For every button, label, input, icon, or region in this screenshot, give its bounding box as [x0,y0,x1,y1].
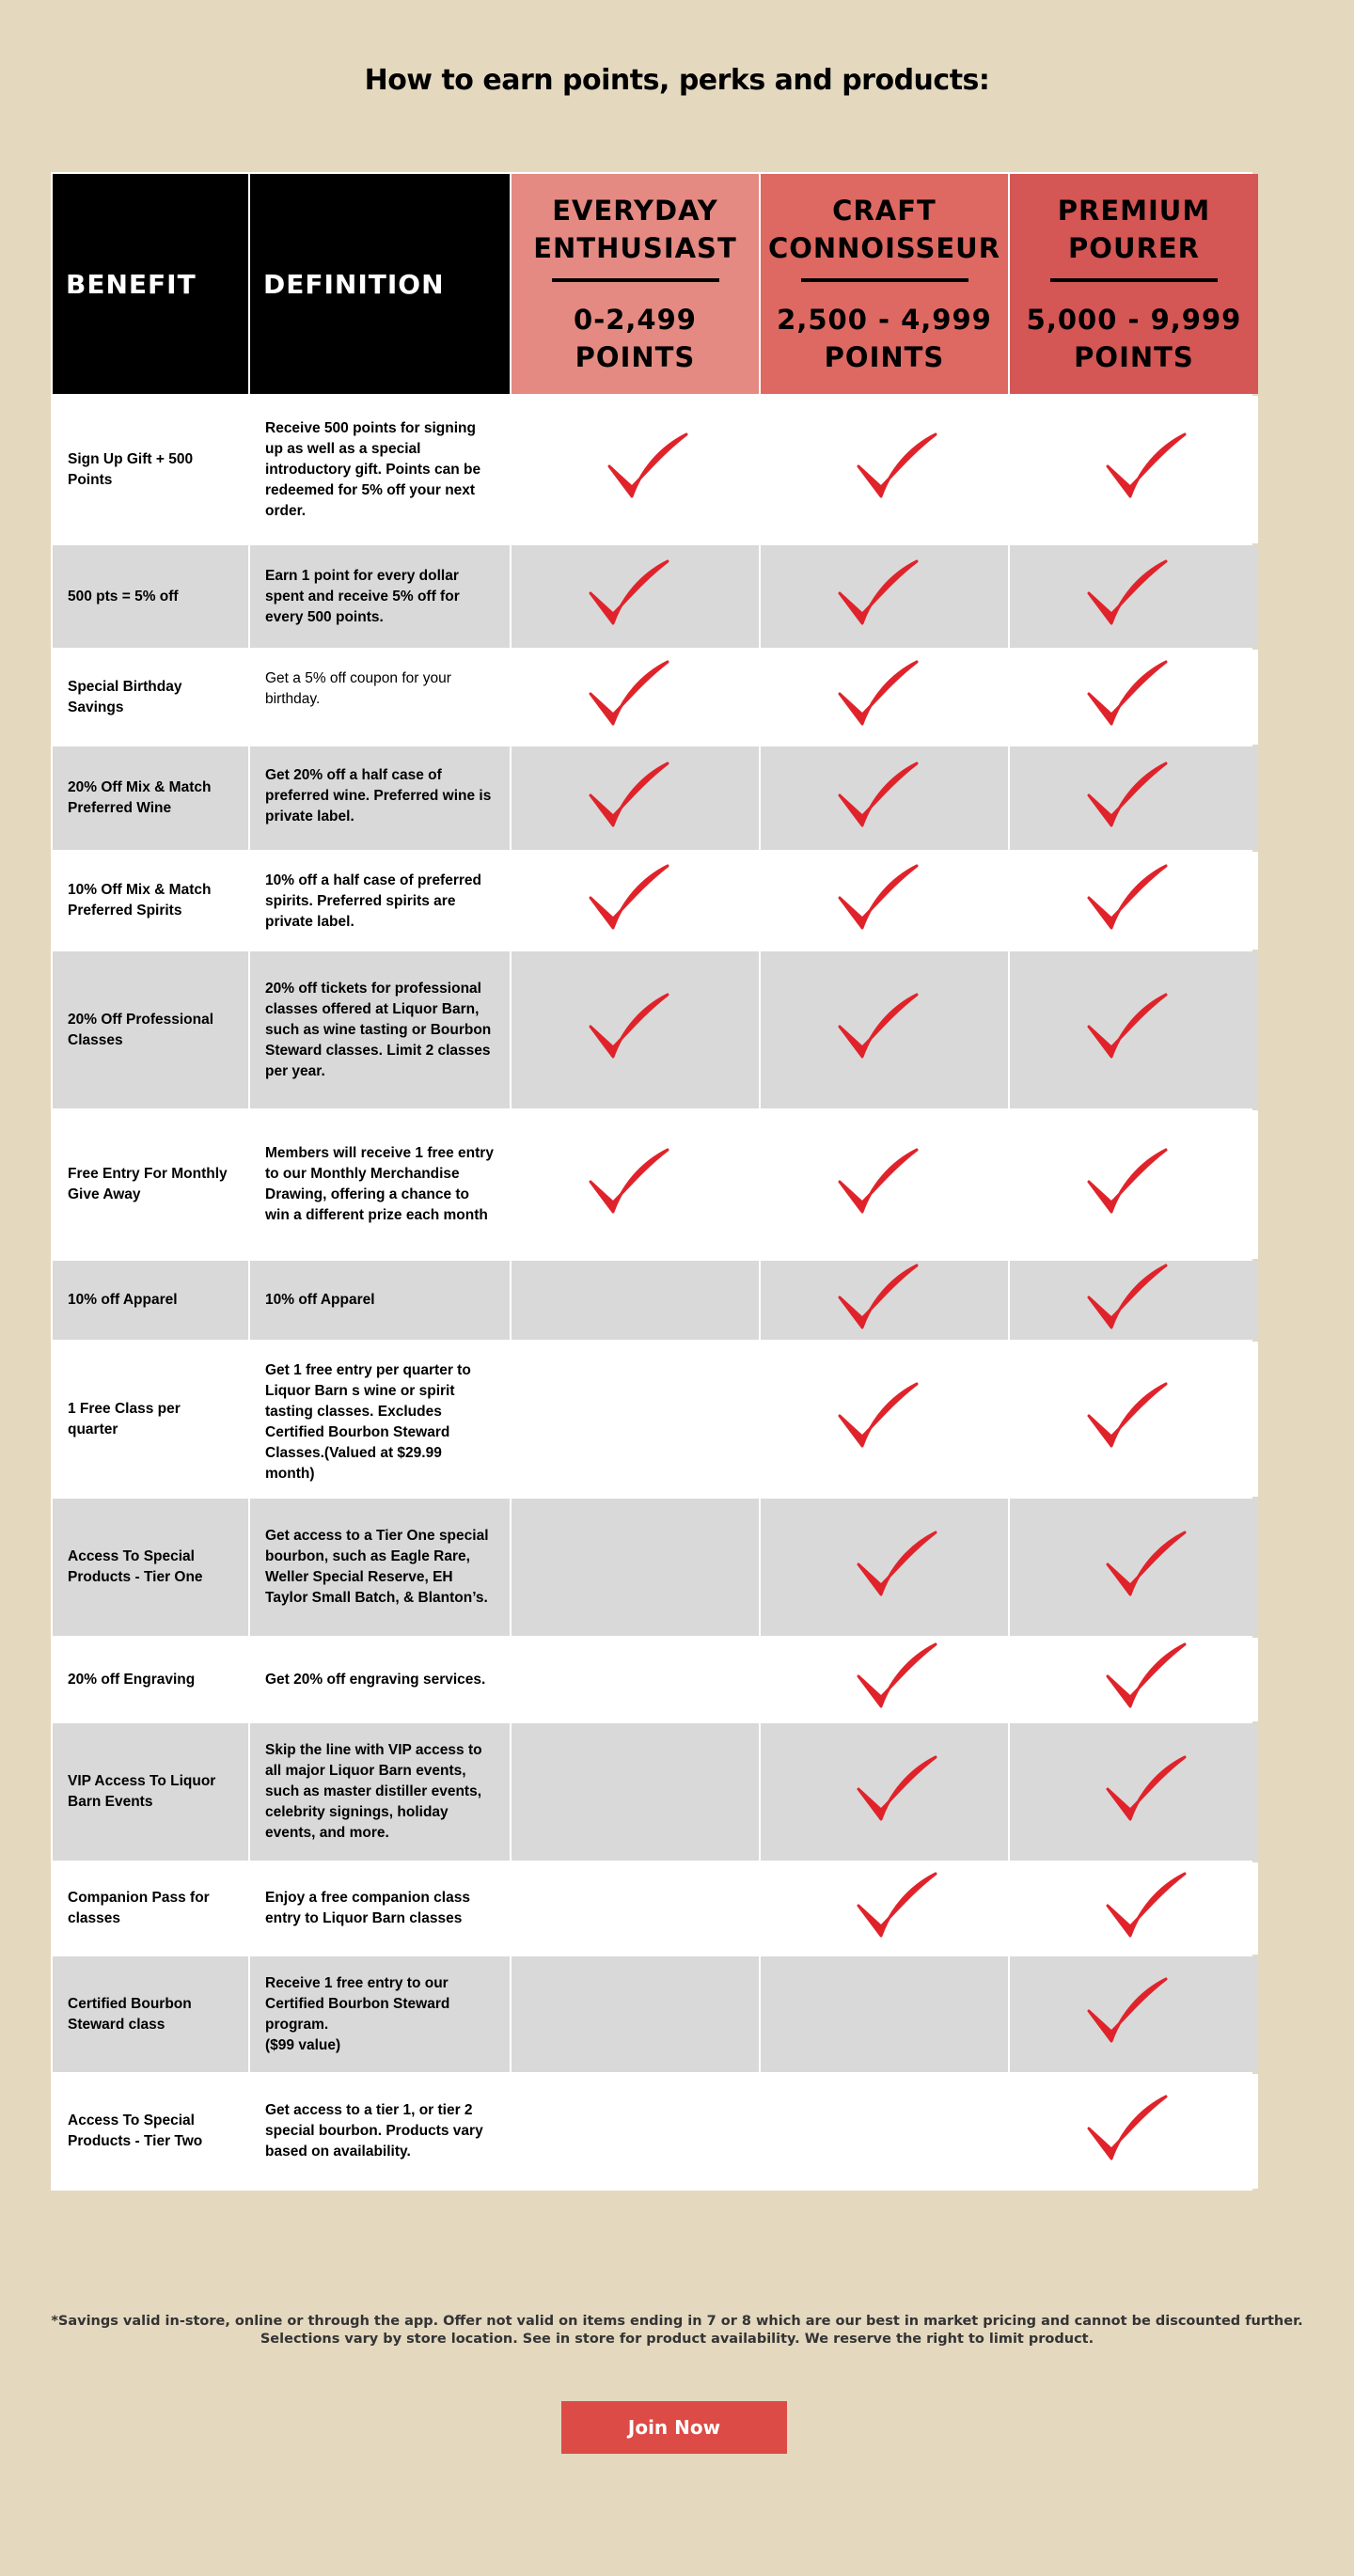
tier-1-cell [512,746,759,850]
red-checkmark-icon [1083,993,1170,1067]
tier-range: 2,500 - 4,999 [777,304,992,336]
tier-2-cell [761,650,1008,745]
tier-range: POINTS [824,341,945,373]
benefit-cell: 10% Off Mix & Match Preferred Spirits [53,852,248,950]
tier-1-cell [512,1261,759,1340]
benefit-cell: 20% off Engraving [53,1638,248,1721]
benefit-cell: Companion Pass for classes [53,1862,248,1955]
red-checkmark-icon [1102,1531,1189,1605]
red-checkmark-icon [834,1382,921,1456]
tier-3-cell [1010,396,1258,543]
definition-cell: Get access to a tier 1, or tier 2 special bourbon. Products vary based on availability. [250,2074,510,2189]
tier-2-cell [761,2074,1008,2189]
red-checkmark-icon [834,993,921,1067]
tier-3-cell [1010,746,1258,850]
definition-cell: Enjoy a free companion class entry to Liquor Barn classes [250,1862,510,1955]
tier-1-cell [512,1956,759,2072]
red-checkmark-icon [1102,1755,1189,1830]
tier-divider [552,278,719,282]
tier-range: POINTS [1074,341,1194,373]
tier-3-cell [1010,2074,1258,2189]
definition-cell: Get access to a Tier One special bourbon, such as Eagle Rare, Weller Special Reserve, EH Taylor Small Batch, & Blanton’s. [250,1499,510,1636]
tier-2-cell [761,951,1008,1108]
red-checkmark-icon [834,864,921,938]
tier-2-cell [761,1956,1008,2072]
definition-cell: Members will receive 1 free entry to our Monthly Merchandise Drawing, offering a chance to win a different prize each month [250,1110,510,1259]
tier-3-cell [1010,1499,1258,1636]
tier-1-cell [512,650,759,745]
red-checkmark-icon [1102,1872,1189,1946]
tier-1-cell [512,545,759,648]
definition-cell: Get 20% off a half case of preferred wine. Preferred wine is private label. [250,746,510,850]
tier-1-cell [512,396,759,543]
tier-craft-connoisseur-header [761,174,1008,394]
tier-2-cell [761,1638,1008,1721]
red-checkmark-icon [1083,559,1170,634]
benefit-cell: 20% Off Professional Classes [53,951,248,1108]
benefit-cell: Certified Bourbon Steward class [53,1956,248,2072]
benefit-cell: 10% off Apparel [53,1261,248,1340]
tier-2-cell [761,1723,1008,1861]
red-checkmark-icon [853,1755,939,1830]
benefit-cell: 20% Off Mix & Match Preferred Wine [53,746,248,850]
benefit-cell: VIP Access To Liquor Barn Events [53,1723,248,1861]
tier-divider [1050,278,1218,282]
definition-cell: Get a 5% off coupon for your birthday. [250,650,510,745]
tier-2-cell [761,396,1008,543]
page-title: How to earn points, perks and products: [364,64,990,97]
definition-cell: Skip the line with VIP access to all major Liquor Barn events, such as master distiller events, celebrity signings, holiday events, and more. [250,1723,510,1861]
definition-cell: Receive 1 free entry to our Certified Bourbon Steward program. ($99 value) [250,1956,510,2072]
red-checkmark-icon [834,1264,921,1338]
red-checkmark-icon [1083,1382,1170,1456]
tier-3-cell [1010,951,1258,1108]
benefit-cell: Sign Up Gift + 500 Points [53,396,248,543]
tier-3-cell [1010,1342,1258,1497]
tier-name: CRAFT [832,195,937,227]
red-checkmark-icon [585,993,671,1067]
tier-1-cell [512,2074,759,2189]
red-checkmark-icon [585,1148,671,1222]
tier-divider [801,278,968,282]
tier-1-cell [512,1723,759,1861]
tier-1-cell [512,1110,759,1259]
red-checkmark-icon [834,559,921,634]
tier-3-cell [1010,1723,1258,1861]
definition-cell: Get 1 free entry per quarter to Liquor Barn s wine or spirit tasting classes. Excludes Certified Bourbon Steward Classes.(Valued at $29.99 month) [250,1342,510,1497]
benefit-column-header: BENEFIT [53,174,248,394]
benefits-table [51,172,1252,2191]
tier-2-cell [761,1862,1008,1955]
red-checkmark-icon [1102,432,1189,507]
tier-name: PREMIUM [1057,195,1211,227]
tier-1-cell [512,1862,759,1955]
red-checkmark-icon [585,864,671,938]
tier-1-cell [512,951,759,1108]
red-checkmark-icon [853,1642,939,1717]
tier-1-cell [512,1342,759,1497]
tier-2-cell [761,746,1008,850]
red-checkmark-icon [1083,1148,1170,1222]
tier-3-cell [1010,1638,1258,1721]
tier-2-cell [761,1110,1008,1259]
tier-range: 5,000 - 9,999 [1026,304,1242,336]
tier-1-cell [512,852,759,950]
definition-column-header: DEFINITION [250,174,510,394]
tier-name: EVERYDAY [552,195,718,227]
red-checkmark-icon [1083,1264,1170,1338]
tier-3-cell [1010,852,1258,950]
benefit-cell: 1 Free Class per quarter [53,1342,248,1497]
tier-3-cell [1010,1110,1258,1259]
tier-3-cell [1010,545,1258,648]
red-checkmark-icon [1083,660,1170,734]
tier-name: CONNOISSEUR [767,232,1001,264]
benefit-cell: Free Entry For Monthly Give Away [53,1110,248,1259]
red-checkmark-icon [585,660,671,734]
red-checkmark-icon [853,1531,939,1605]
tier-2-cell [761,852,1008,950]
join-now-button[interactable]: Join Now [561,2401,787,2454]
tier-everyday-enthusiast-header [512,174,759,394]
tier-2-cell [761,1261,1008,1340]
definition-cell: Get 20% off engraving services. [250,1638,510,1721]
footnote-line: *Savings valid in-store, online or through the app. Offer not valid on items ending in 7 or 8 which are our best in market pricing and cannot be discounted further. [51,2314,1303,2329]
tier-range: POINTS [575,341,696,373]
tier-3-cell [1010,1261,1258,1340]
tier-1-cell [512,1499,759,1636]
tier-range: 0-2,499 [574,304,697,336]
tier-name: POURER [1068,232,1200,264]
tier-premium-pourer-header [1010,174,1258,394]
footnote-line: Selections vary by store location. See in store for product availability. We reserve the right to limit product. [260,2332,1094,2347]
benefit-cell: Special Birthday Savings [53,650,248,745]
tier-3-cell [1010,1956,1258,2072]
tier-3-cell [1010,650,1258,745]
benefit-cell: Access To Special Products - Tier Two [53,2074,248,2189]
red-checkmark-icon [1083,864,1170,938]
footnote [0,2313,1354,2348]
red-checkmark-icon [604,432,690,507]
tier-2-cell [761,1499,1008,1636]
definition-cell: 10% off a half case of preferred spirits. Preferred spirits are private label. [250,852,510,950]
definition-cell: Earn 1 point for every dollar spent and receive 5% off for every 500 points. [250,545,510,648]
tier-2-cell [761,1342,1008,1497]
red-checkmark-icon [1083,2095,1170,2169]
red-checkmark-icon [585,762,671,836]
red-checkmark-icon [834,762,921,836]
definition-cell: Receive 500 points for signing up as well as a special introductory gift. Points can be redeemed for 5% off your next order. [250,396,510,543]
tier-3-cell [1010,1862,1258,1955]
tier-2-cell [761,545,1008,648]
definition-cell: 10% off Apparel [250,1261,510,1340]
tier-1-cell [512,1638,759,1721]
red-checkmark-icon [1083,762,1170,836]
red-checkmark-icon [1083,1977,1170,2051]
red-checkmark-icon [1102,1642,1189,1717]
red-checkmark-icon [853,432,939,507]
red-checkmark-icon [853,1872,939,1946]
red-checkmark-icon [585,559,671,634]
red-checkmark-icon [834,660,921,734]
benefit-cell: Access To Special Products - Tier One [53,1499,248,1636]
red-checkmark-icon [834,1148,921,1222]
benefit-cell: 500 pts = 5% off [53,545,248,648]
definition-cell: 20% off tickets for professional classes offered at Liquor Barn, such as wine tasting or Bourbon Steward classes. Limit 2 classes per year. [250,951,510,1108]
tier-name: ENTHUSIAST [533,232,737,264]
